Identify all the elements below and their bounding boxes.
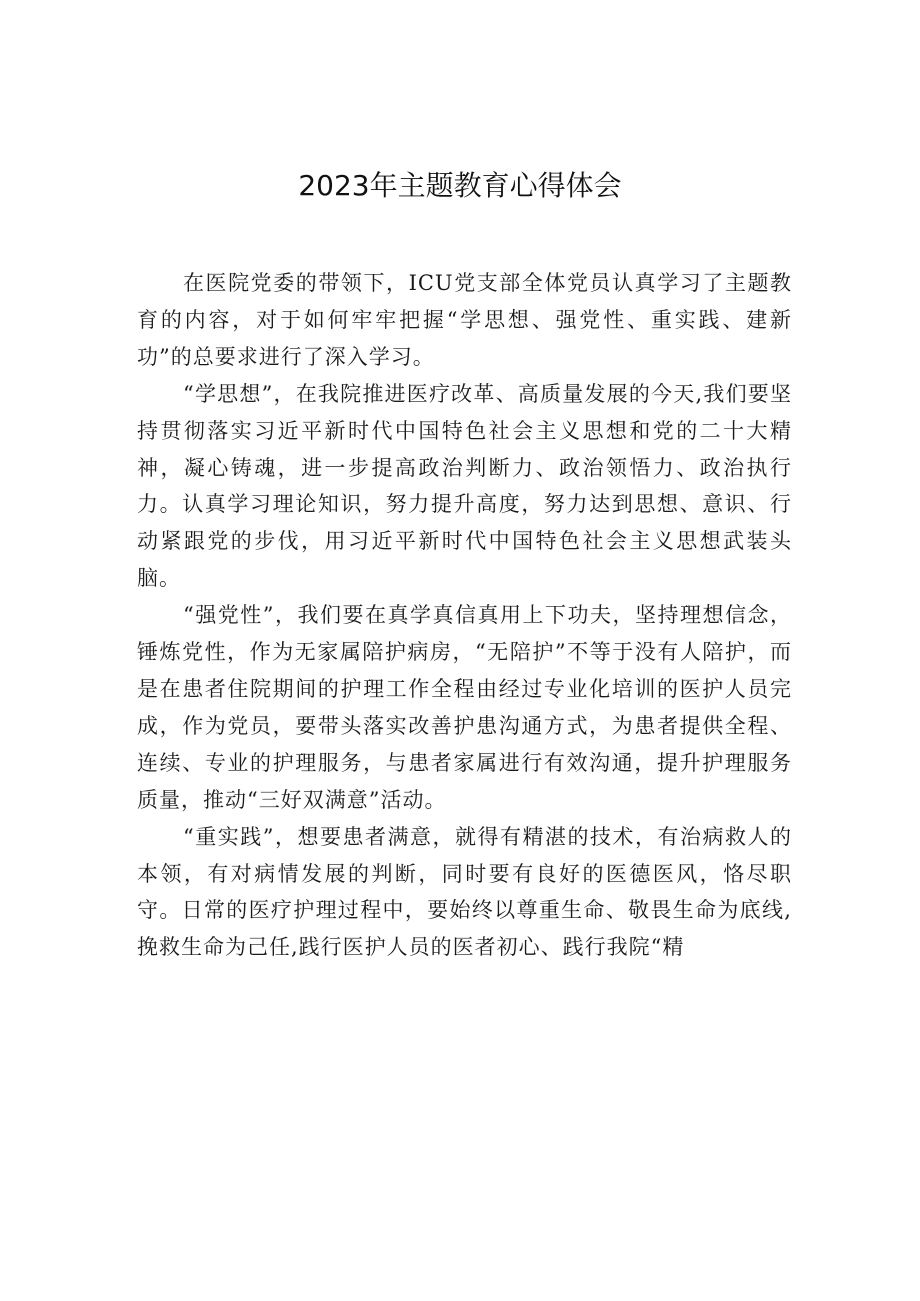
paragraph-strengthen-party-spirit: “强党性”，我们要在真学真信真用上下功夫，坚持理想信念，锤炼党性，作为无家属陪护病房，“无陪护”不等于没有人陪护，而是在患者住院期间的护理工作全程由经过专业化培训的医护人员完成，作为党员，要带头落实改善护患沟通方式，为患者提供全程、连续、专业的护理服务，与患者家属进行有效沟通，提升护理服务质量，推动“三好双满意”活动。 bbox=[137, 603, 792, 812]
paragraph-study-thought: “学思想”，在我院推进医疗改革、高质量发展的今天,我们要坚持贯彻落实习近平新时代中国特色社会主义思想和党的二十大精神，凝心铸魂，进一步提高政治判断力、政治领悟力、政治执行力。认真学习理论知识，努力提升高度，努力达到思想、意识、行动紧跟党的步伐，用习近平新时代中国特色社会主义思想武装头脑。 bbox=[137, 381, 792, 591]
paragraph-emphasize-practice: “重实践”，想要患者满意，就得有精湛的技术，有治病救人的本领，有对病情发展的判断，同时要有良好的医德医风，恪尽职守。日常的医疗护理过程中，要始终以尊重生命、敬畏生命为底线,挽救生命为己任,践行医护人员的医者初心、践行我院“精 bbox=[137, 824, 792, 960]
document-title: 2023年主题教育心得体会 bbox=[298, 169, 622, 202]
paragraph-intro: 在医院党委的带领下，ICU党支部全体党员认真学习了主题教育的内容，对于如何牢牢把握“学思想、强党性、重实践、建新功”的总要求进行了深入学习。 bbox=[137, 271, 792, 369]
document-body bbox=[137, 265, 792, 966]
